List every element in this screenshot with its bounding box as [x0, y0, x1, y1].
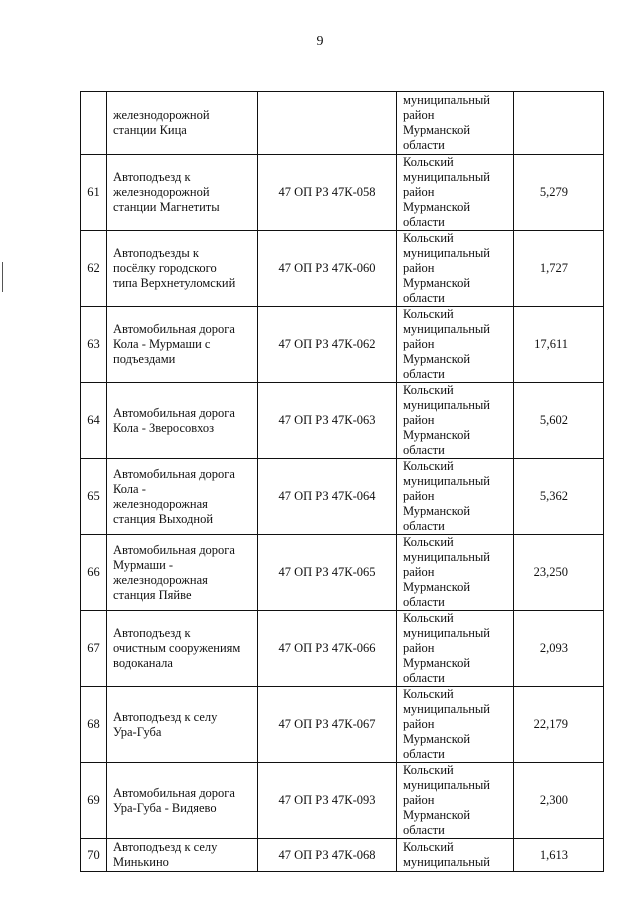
road-code: 47 ОП РЗ 47К-068 — [258, 839, 397, 872]
table-row — [81, 839, 604, 872]
road-area: Кольский муниципальный район Мурманской области — [397, 763, 514, 839]
road-length: 5,279 — [514, 155, 604, 231]
road-area: Кольский муниципальный — [397, 839, 514, 872]
road-length: 1,613 — [514, 839, 604, 872]
road-name: Автомобильная дорога Кола - железнодорожная станция Выходной — [107, 459, 258, 535]
road-length: 1,727 — [514, 231, 604, 307]
road-area: Кольский муниципальный район Мурманской области — [397, 155, 514, 231]
road-area: Кольский муниципальный район Мурманской области — [397, 231, 514, 307]
row-number: 64 — [81, 383, 107, 459]
row-number: 69 — [81, 763, 107, 839]
table-row — [81, 307, 604, 383]
road-length: 2,093 — [514, 611, 604, 687]
roads-table — [80, 91, 604, 872]
row-number: 68 — [81, 687, 107, 763]
table-row — [81, 92, 604, 155]
road-code — [258, 92, 397, 155]
road-length — [514, 92, 604, 155]
road-name: Автомобильная дорога Кола - Зверосовхоз — [107, 383, 258, 459]
road-name: Автоподъезд к селу Минькино — [107, 839, 258, 872]
road-code: 47 ОП РЗ 47К-064 — [258, 459, 397, 535]
page-number: 9 — [316, 34, 324, 49]
row-number — [81, 92, 107, 155]
table-row — [81, 231, 604, 307]
table-row — [81, 383, 604, 459]
road-area: Кольский муниципальный район Мурманской области — [397, 383, 514, 459]
table-row — [81, 611, 604, 687]
road-name: Автоподъезды к посёлку городского типа Верхнетуломский — [107, 231, 258, 307]
road-length: 22,179 — [514, 687, 604, 763]
road-code: 47 ОП РЗ 47К-060 — [258, 231, 397, 307]
road-code: 47 ОП РЗ 47К-093 — [258, 763, 397, 839]
row-number: 65 — [81, 459, 107, 535]
margin-mark — [2, 262, 3, 292]
road-length: 23,250 — [514, 535, 604, 611]
table-row — [81, 535, 604, 611]
table-row — [81, 459, 604, 535]
road-area: Кольский муниципальный район Мурманской области — [397, 459, 514, 535]
road-area: Кольский муниципальный район Мурманской области — [397, 687, 514, 763]
row-number: 62 — [81, 231, 107, 307]
row-number: 63 — [81, 307, 107, 383]
road-name: Автоподъезд к селу Ура-Губа — [107, 687, 258, 763]
road-length: 17,611 — [514, 307, 604, 383]
road-area: Кольский муниципальный район Мурманской области — [397, 611, 514, 687]
row-number: 67 — [81, 611, 107, 687]
road-code: 47 ОП РЗ 47К-067 — [258, 687, 397, 763]
road-length: 5,602 — [514, 383, 604, 459]
road-area: муниципальный район Мурманской области — [397, 92, 514, 155]
road-code: 47 ОП РЗ 47К-065 — [258, 535, 397, 611]
row-number: 61 — [81, 155, 107, 231]
road-name: железнодорожной станции Кица — [107, 92, 258, 155]
row-number: 70 — [81, 839, 107, 872]
road-length: 2,300 — [514, 763, 604, 839]
table-row — [81, 155, 604, 231]
road-area: Кольский муниципальный район Мурманской области — [397, 535, 514, 611]
road-area: Кольский муниципальный район Мурманской области — [397, 307, 514, 383]
table-row — [81, 687, 604, 763]
road-code: 47 ОП РЗ 47К-066 — [258, 611, 397, 687]
road-name: Автоподъезд к очистным сооружениям водоканала — [107, 611, 258, 687]
road-name: Автомобильная дорога Мурмаши - железнодорожная станция Пяйве — [107, 535, 258, 611]
road-name: Автоподъезд к железнодорожной станции Магнетиты — [107, 155, 258, 231]
roads-table-body — [81, 92, 604, 872]
road-name: Автомобильная дорога Кола - Мурмаши с подъездами — [107, 307, 258, 383]
row-number: 66 — [81, 535, 107, 611]
road-code: 47 ОП РЗ 47К-062 — [258, 307, 397, 383]
road-code: 47 ОП РЗ 47К-063 — [258, 383, 397, 459]
road-name: Автомобильная дорога Ура-Губа - Видяево — [107, 763, 258, 839]
road-length: 5,362 — [514, 459, 604, 535]
table-row — [81, 763, 604, 839]
road-code: 47 ОП РЗ 47К-058 — [258, 155, 397, 231]
